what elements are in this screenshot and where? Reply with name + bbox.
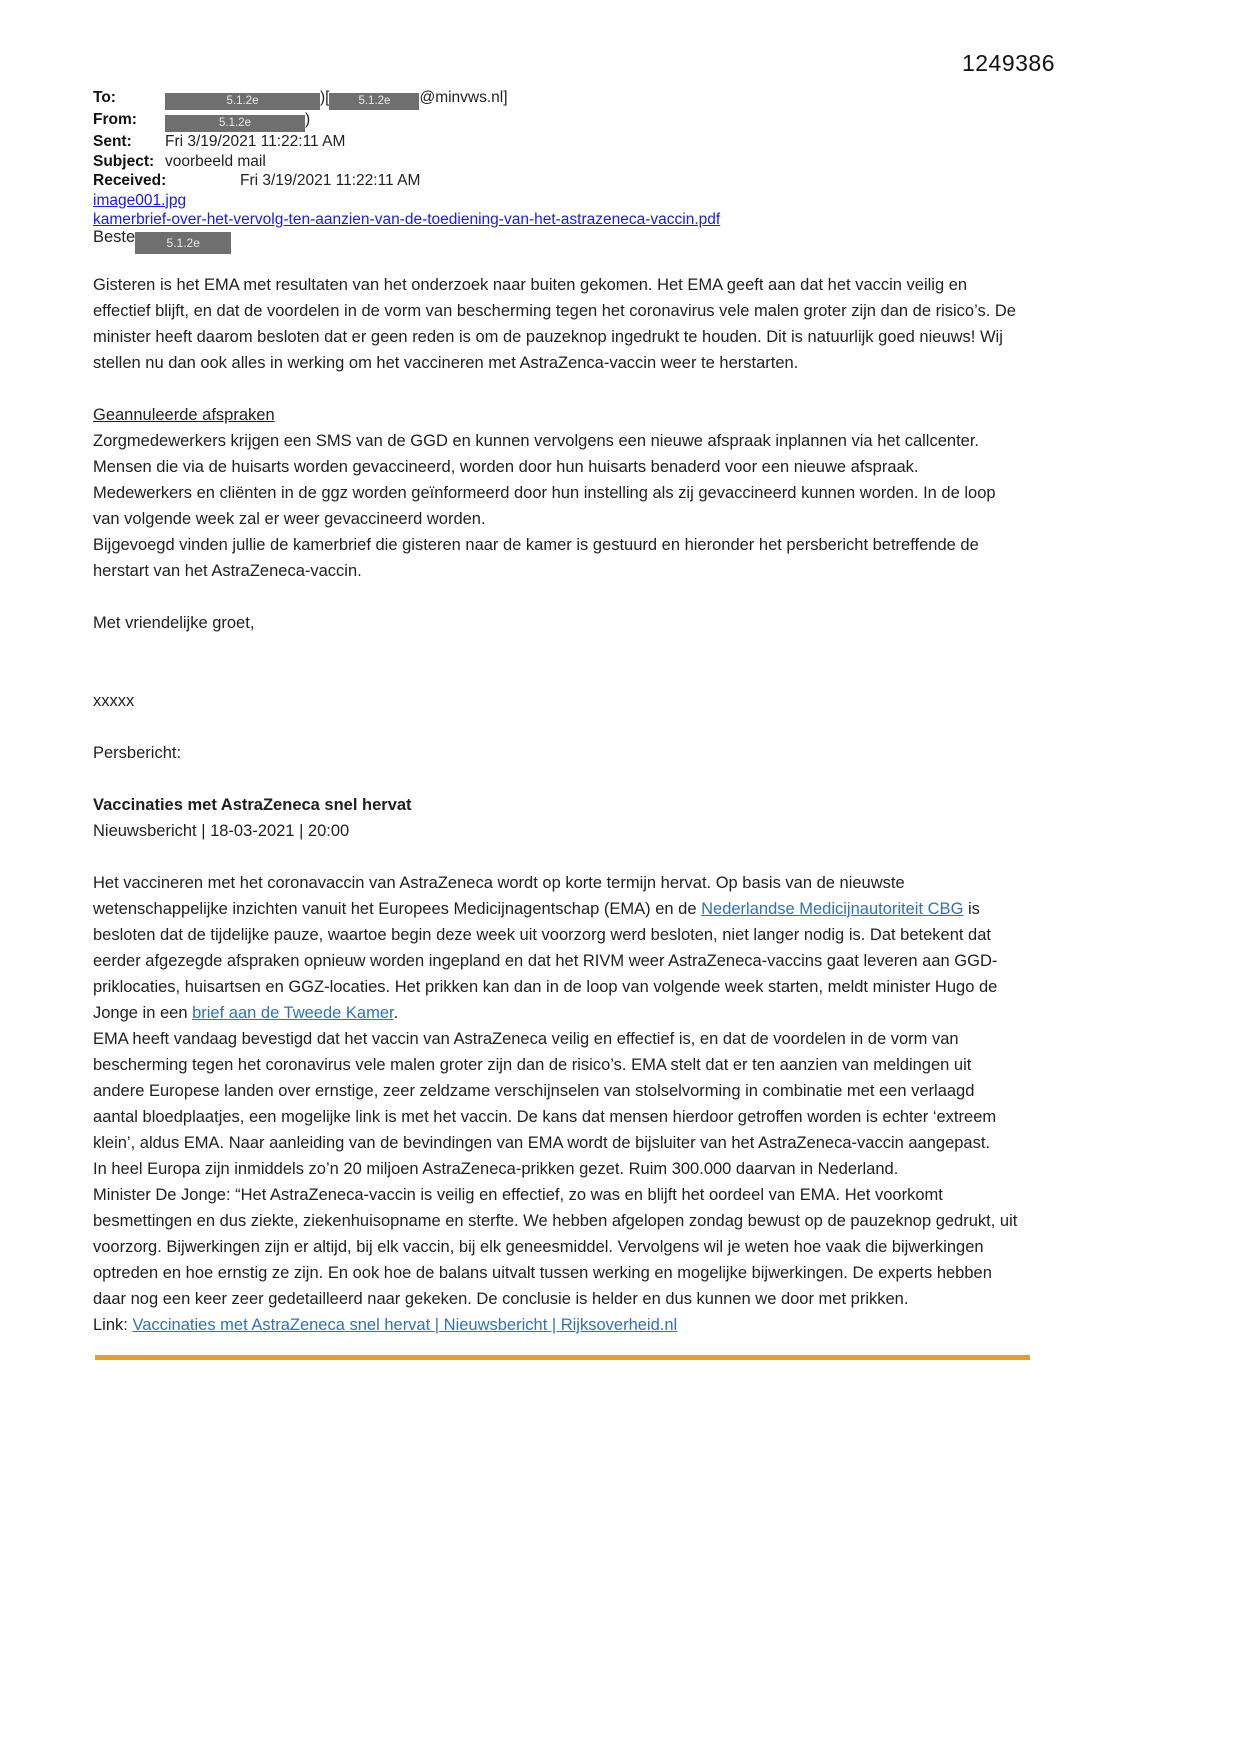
document-number: 1249386 [961,50,1055,76]
link-nederlandse-medicijnautoriteit-cbg[interactable]: Nederlandse Medicijnautoriteit CBG [701,900,964,918]
press-release-subtitle: Nieuwsbericht | 18-03-2021 | 20:00 [93,822,350,840]
press-p1-text-c: . [393,1004,399,1022]
from-label: From: [93,111,137,128]
salutation [93,228,231,254]
redaction-box: 5.1.2e [135,232,231,254]
press-link-line [93,1312,1021,1338]
body-paragraph-3: Bijgevoegd vinden jullie de kamerbrief die gisteren naar de kamer is gestuurd en hieronder het persbericht betreffende de herstart van het AstraZeneca-vaccin. [93,536,979,580]
email-body [93,272,1021,1338]
to-value [165,88,508,110]
press-link-label: Link: [93,1316,133,1334]
to-domain-text: @minvws.nl] [419,89,508,106]
press-paragraph-4: Minister De Jonge: “Het AstraZeneca-vaccin is veilig en effectief, zo was en blijft het oordeel van EMA. Het voorkomt besmettingen en dus ziekte, ziekenhuisopname en sterfte. We hebben afgelopen zondag bewust op de pauzeknop gedrukt, uit voorzorg. Bijwerkingen zijn er altijd, bij elk vaccin, bij elk geneesmiddel. Vervolgens wil je weten hoe vaak die bijwerkingen optreden en hoe ernstig ze zijn. En ook hoe de balans uitvalt tussen werking en mogelijke bijwerkingen. De experts hebben daar nog een keer zeer gedetailleerd naar gekeken. De conclusie is helder en dus kunnen we door met prikken. [93,1186,1018,1308]
salutation-text: Beste [93,228,136,246]
redaction-box: 5.1.2e [165,93,320,110]
header-row-subject [93,152,1033,172]
subject-value: voorbeeld mail [165,152,266,170]
header-row-sent [93,132,1033,152]
header-row-to [93,88,1033,110]
press-paragraph-2: EMA heeft vandaag bevestigd dat het vaccin van AstraZeneca veilig en effectief is, en dat de voordelen in de vorm van bescherming tegen het coronavirus vele malen groter zijn dan de risico’s. EMA stelt dat er ten aanzien van meldingen uit andere Europese landen over ernstige, zeer zeldzame verschijnselen van stolselvorming in combinatie met een verlaagd aantal bloedplaatjes, een mogelijke link is met het vaccin. De kans dat mensen hierdoor getroffen worden is echter ‘extreem klein’, aldus EMA. Naar aanleiding van de bevindingen van EMA wordt de bijsluiter van het AstraZeneca-vaccin aangepast. [93,1030,997,1152]
from-suffix-text: ) [305,111,311,128]
body-paragraph-1: Gisteren is het EMA met resultaten van het onderzoek naar buiten gekomen. Het EMA geeft aan dat het vaccin veilig en effectief blijft, en dat de voordelen in de vorm van bescherming tegen het coronavirus vele malen groter zijn dan de risico’s. De minister heeft daarom besloten dat er geen reden is om de pauzeknop ingedrukt te houden. Dit is natuurlijk goed nieuws! Wij stellen nu dan ook alles in werking om het vaccineren met AstraZenca-vaccin weer te herstarten. [93,276,1016,372]
section-heading-geannuleerde-afspraken: Geannuleerde afspraken [93,406,275,424]
press-release-label: Persbericht: [93,744,182,762]
signature-placeholder: xxxxx [93,692,135,710]
from-value [165,110,310,132]
attachment-link-kamerbrief[interactable]: kamerbrief-over-het-vervolg-ten-aanzien-van-de-toediening-van-het-astrazeneca-vaccin.pdf [93,211,721,228]
link-brief-aan-de-tweede-kamer[interactable]: brief aan de Tweede Kamer [192,1004,394,1022]
header-row-received [93,171,1033,191]
header-row-from [93,110,1033,132]
press-release-title: Vaccinaties met AstraZeneca snel hervat [93,796,412,814]
redaction-box: 5.1.2e [329,93,419,110]
press-p1-text-a: Het vaccineren met het coronavaccin van AstraZeneca wordt op korte termijn hervat. Op basis van de nieuwste wetenschappelijke inzichten vanuit het Europees Medicijnagentschap (EMA) en de [93,874,905,918]
press-paragraph-1 [93,870,1021,1026]
press-p1-text-b: is besloten dat de tijdelijke pauze, waartoe begin deze week uit voorzorg werd besloten, niet langer nodig is. Dat betekent dat eerder afgezegde afspraken opnieuw worden ingepland en dat het RIVM weer AstraZeneca-vaccins gaat leveren aan GGD-priklocaties, huisartsen en GGZ-locaties. Het prikken kan dan in de loop van volgende week starten, meldt minister Hugo de Jonge in een [93,900,998,1022]
email-header [93,88,1033,230]
attachment-row-2 [93,210,1033,230]
press-paragraph-3: In heel Europa zijn inmiddels zo’n 20 miljoen AstraZeneca-prikken gezet. Ruim 300.000 daarvan in Nederland. [93,1160,899,1178]
orange-divider-line [95,1355,1030,1360]
redaction-box: 5.1.2e [165,115,305,132]
to-mid-text: )[ [320,89,330,106]
subject-label: Subject: [93,152,155,170]
body-paragraph-2: Zorgmedewerkers krijgen een SMS van de GGD en kunnen vervolgens een nieuwe afspraak inplannen via het callcenter. Mensen die via de huisarts worden gevaccineerd, worden door hun huisarts benaderd voor een nieuwe afspraak. Medewerkers en cliënten in de ggz worden geïnformeerd door hun instelling als zij gevaccineerd kunnen worden. In de loop van volgende week zal er weer gevaccineerd worden. [93,432,996,528]
to-label: To: [93,89,116,106]
link-rijksoverheid-nieuwsbericht[interactable]: Vaccinaties met AstraZeneca snel hervat | Nieuwsbericht | Rijksoverheid.nl [132,1316,678,1334]
received-label: Received: [93,172,167,189]
sent-label: Sent: [93,133,132,150]
closing-line: Met vriendelijke groet, [93,614,255,632]
received-value: Fri 3/19/2021 11:22:11 AM [240,172,421,189]
attachment-link-image[interactable]: image001.jpg [93,191,187,209]
sent-value: Fri 3/19/2021 11:22:11 AM [165,133,346,150]
attachment-row-1 [93,191,1033,211]
